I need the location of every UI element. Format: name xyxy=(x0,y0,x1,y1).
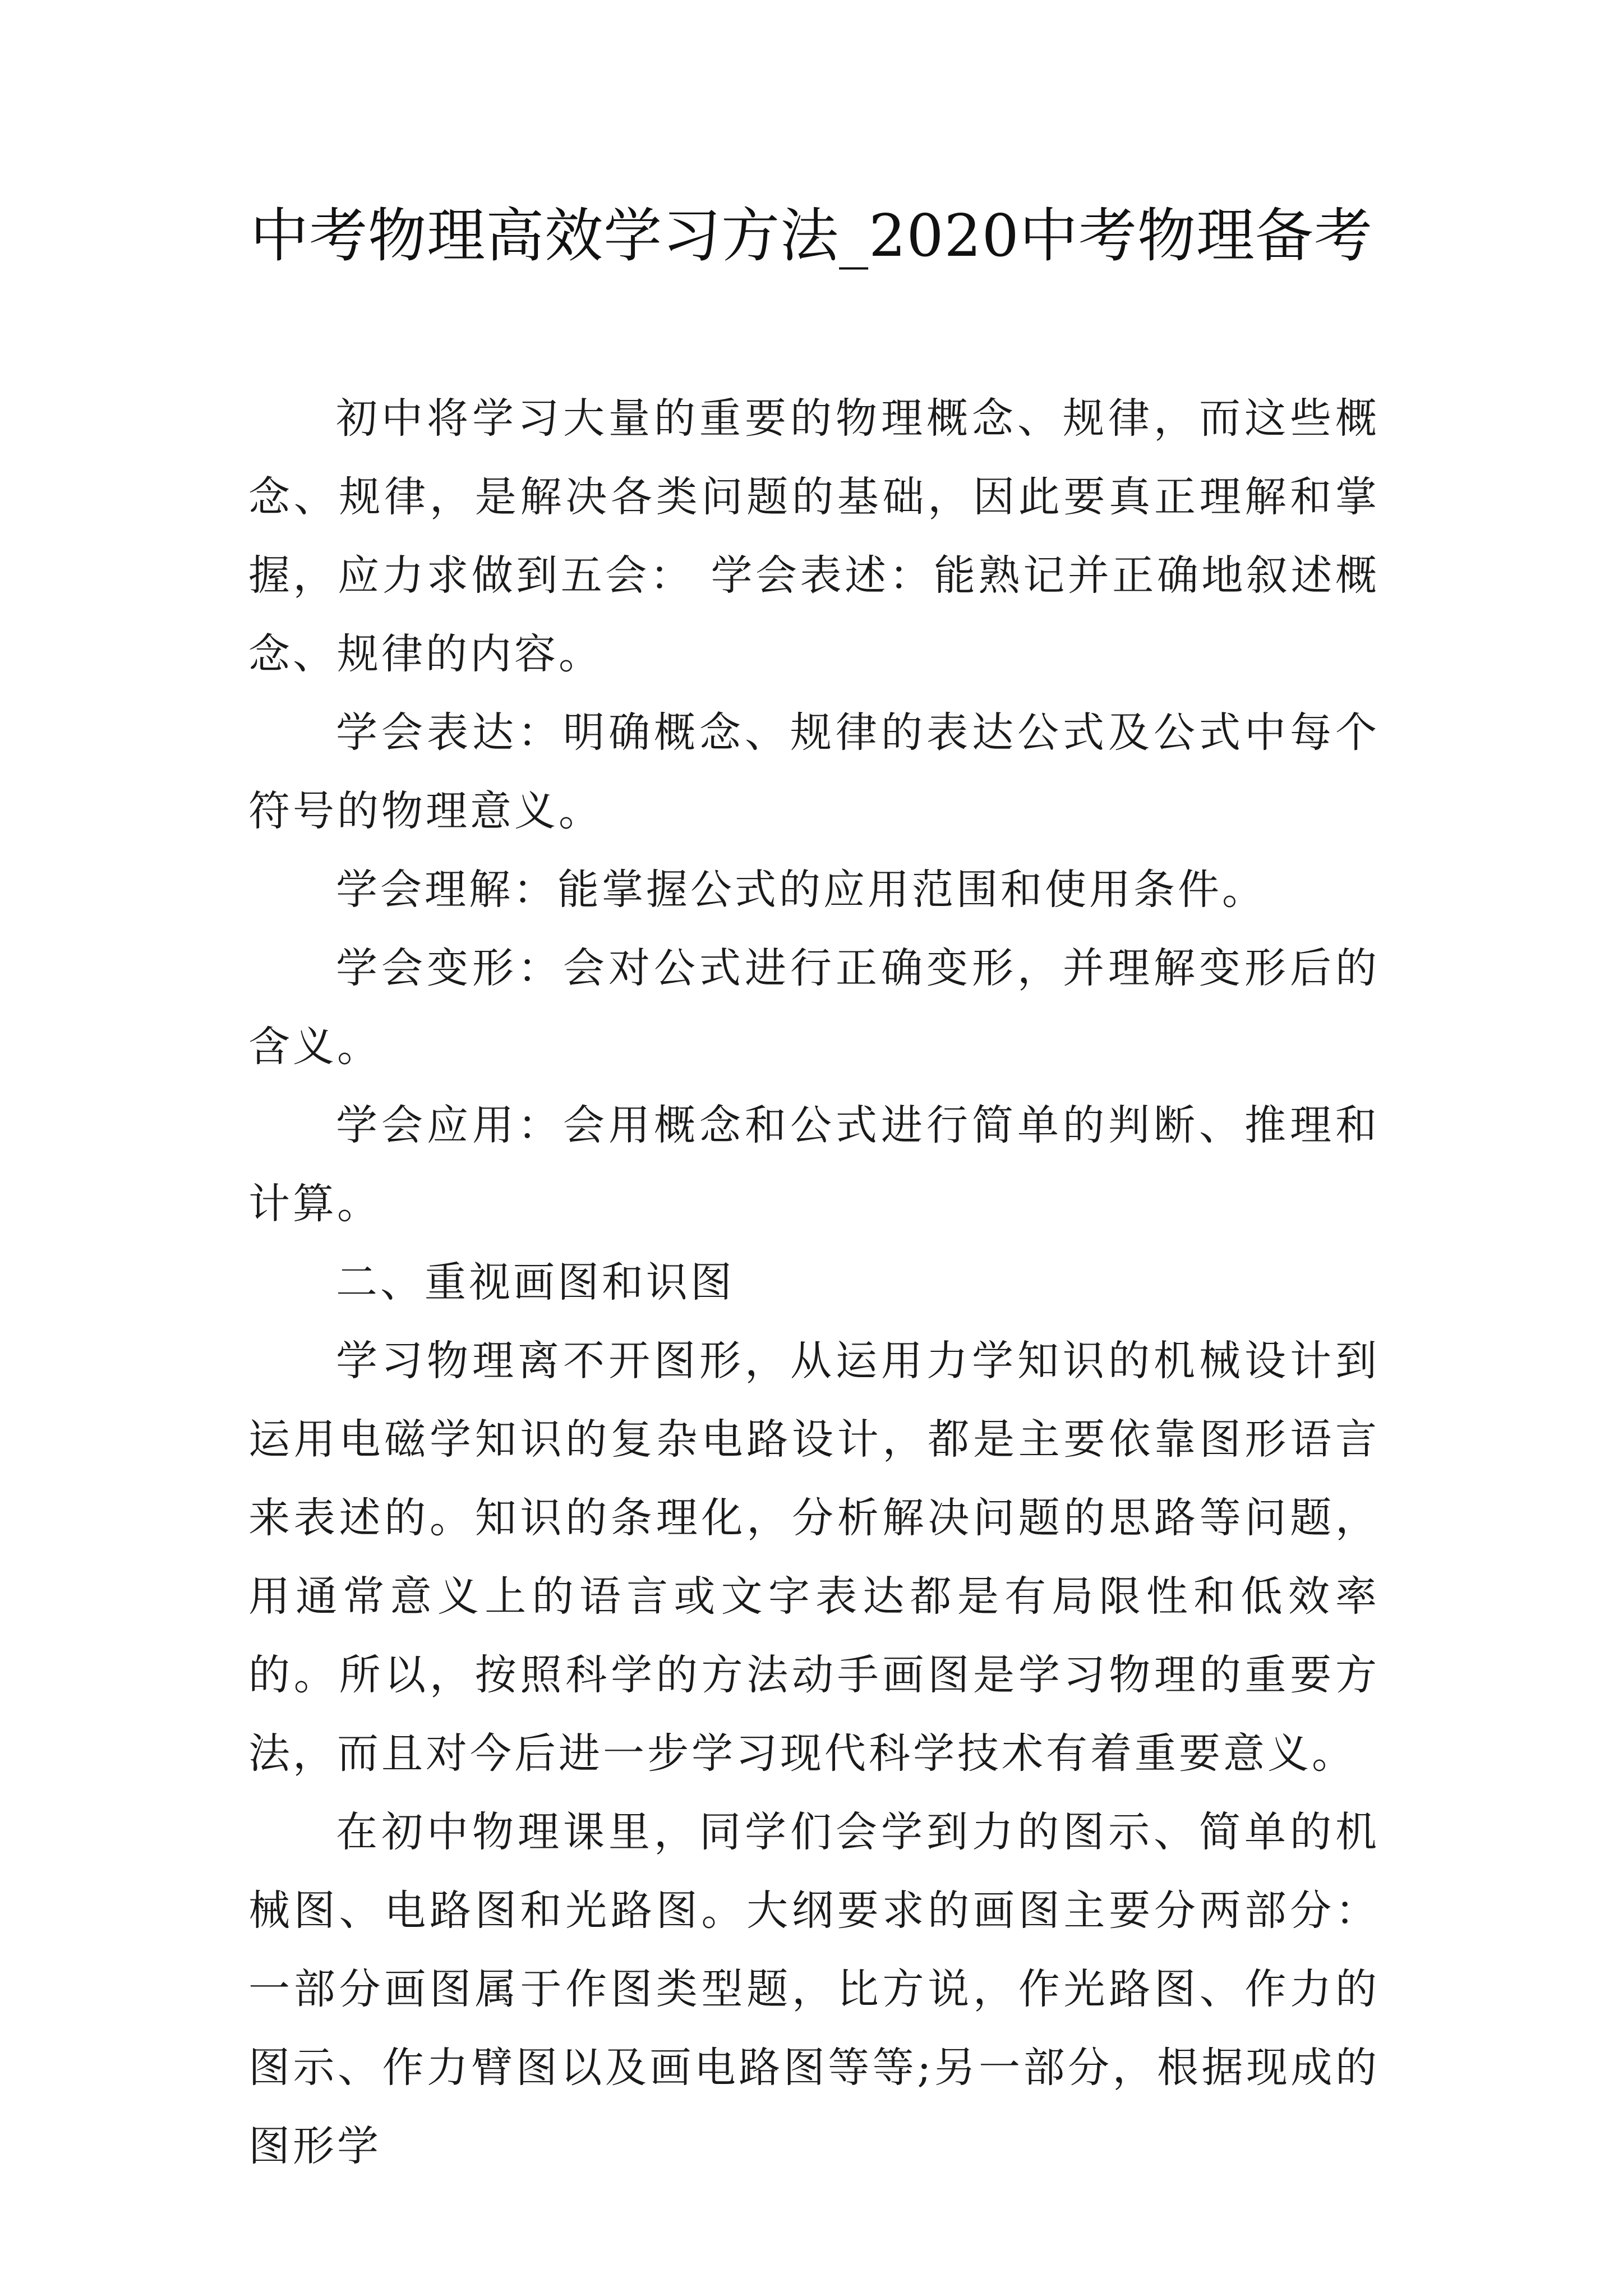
paragraph-five-skills: 初中将学习大量的重要的物理概念、规律，而这些概念、规律，是解决各类问题的基础，因此要真正理解和掌握，应力求做到五会： 学会表述：能熟记并正确地叙述概念、规律的内容。 xyxy=(248,394,1380,678)
document-body xyxy=(248,379,1380,2185)
paragraph-drawing-types: 在初中物理课里，同学们会学到力的图示、简单的机械图、电路图和光路图。大纲要求的画图主要分两部分：一部分画图属于作图类型题，比方说，作光路图、作力的图示、作力臂图以及画电路图等等;另一部分，根据现成的图形学 xyxy=(248,1808,1380,2170)
paragraph-transformation: 学会变形：会对公式进行正确变形，并理解变形后的含义。 xyxy=(248,944,1380,1071)
document-title: 中考物理高效学习方法_2020中考物理备考 xyxy=(250,201,1373,270)
paragraph-application: 学会应用：会用概念和公式进行简单的判断、推理和计算。 xyxy=(248,1101,1380,1228)
section-heading-drawing: 二、重视画图和识图 xyxy=(336,1258,735,1306)
paragraph-understanding: 学会理解：能掌握公式的应用范围和使用条件。 xyxy=(336,866,1266,914)
paragraph-drawing-importance: 学习物理离不开图形，从运用力学知识的机械设计到运用电磁学知识的复杂电路设计，都是主要依靠图形语言来表述的。知识的条理化，分析解决问题的思路等问题，用通常意义上的语言或文字表达都是有局限性和低效率的。所以，按照科学的方法动手画图是学习物理的重要方法，而且对今后进一步学习现代科学技术有着重要意义。 xyxy=(248,1337,1380,1778)
paragraph-expression: 学会表达：明确概念、规律的表达公式及公式中每个符号的物理意义。 xyxy=(248,708,1380,835)
